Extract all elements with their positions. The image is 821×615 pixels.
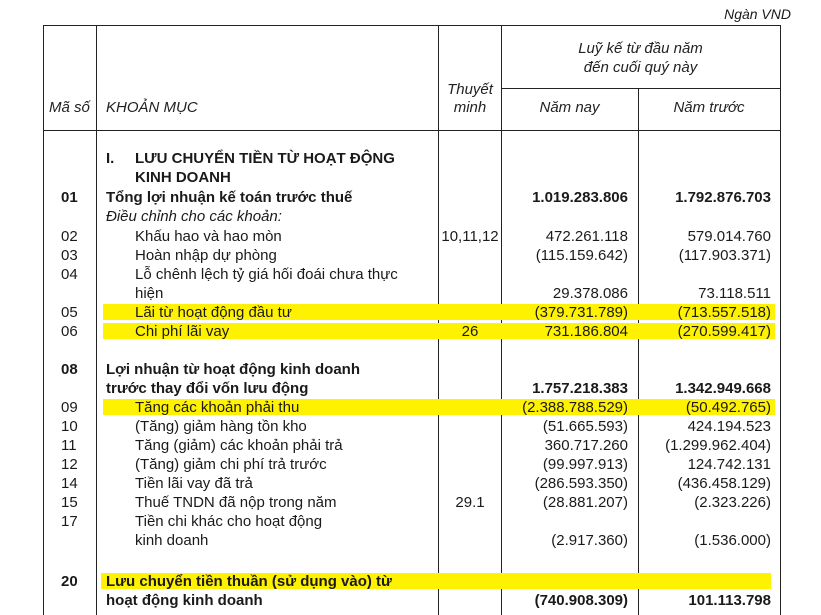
row-15-note: 29.1 [455, 494, 485, 511]
col-rule-right [780, 25, 781, 615]
row-06-label: Chi phí lãi vay [135, 323, 230, 340]
col-rule-left [43, 25, 44, 615]
row-01-current: 1.019.283.806 [532, 189, 628, 206]
row-20-current: (740.908.309) [534, 592, 628, 609]
row-09-code: 09 [61, 399, 78, 416]
header-period-line1: Luỹ kế từ đầu năm [578, 40, 703, 57]
row-14-current: (286.593.350) [534, 475, 628, 492]
row-06-current: 731.186.804 [544, 323, 628, 340]
row-05-current: (379.731.789) [534, 304, 628, 321]
row-08-label-line1: Lợi nhuận từ hoạt động kinh doanh [106, 361, 360, 378]
header-khoan-muc: KHOẢN MỤC [106, 99, 198, 116]
row-11-prior: (1.299.962.404) [665, 437, 771, 454]
row-06-prior: (270.599.417) [677, 323, 771, 340]
row-02-note: 10,11,12 [441, 228, 499, 245]
row-15-current: (28.881.207) [542, 494, 628, 511]
row-15-prior: (2.323.226) [694, 494, 771, 511]
header-current-year: Năm nay [539, 99, 600, 116]
row-12-current: (99.997.913) [542, 456, 628, 473]
row-17-code: 17 [61, 513, 78, 530]
row-01-code: 01 [61, 189, 78, 206]
row-15-code: 15 [61, 494, 78, 511]
row-09-current: (2.388.788.529) [522, 399, 628, 416]
row-20-label-line1: Lưu chuyển tiền thuần (sử dụng vào) từ [106, 573, 392, 590]
row-03-label: Hoàn nhập dự phòng [135, 247, 277, 264]
row-04-label-line2: hiện [135, 285, 164, 302]
row-02-label: Khấu hao và hao mòn [135, 228, 282, 245]
row-11-current: 360.717.260 [544, 437, 628, 454]
row-06-code: 06 [61, 323, 78, 340]
row-11-code: 11 [61, 437, 77, 454]
row-06-note: 26 [461, 323, 479, 340]
header-prior-year: Năm trước [673, 99, 745, 116]
row-20-code: 20 [61, 573, 78, 590]
row-01-prior: 1.792.876.703 [675, 189, 771, 206]
row-05-label: Lãi từ hoạt động đầu tư [135, 304, 292, 321]
row-14-label: Tiền lãi vay đã trả [135, 475, 253, 492]
header-bottom-rule [43, 130, 780, 131]
row-08-label-line2: trước thay đổi vốn lưu động [106, 380, 309, 397]
row-08-code: 08 [61, 361, 78, 378]
currency-unit: Ngàn VND [724, 6, 791, 22]
section-title-line2: KINH DOANH [135, 169, 231, 186]
row-04-prior: 73.118.511 [698, 285, 771, 302]
row-17-current: (2.917.360) [551, 532, 628, 549]
row-01-label: Tổng lợi nhuận kế toán trước thuế [106, 189, 353, 206]
row-10-label: (Tăng) giảm hàng tồn kho [135, 418, 307, 435]
section-title-line1: LƯU CHUYỂN TIỀN TỪ HOẠT ĐỘNG [135, 150, 395, 167]
col-rule-code [96, 25, 97, 615]
row-14-prior: (436.458.129) [677, 475, 771, 492]
row-04-current: 29.378.086 [552, 285, 628, 302]
row-03-current: (115.159.642) [535, 247, 628, 264]
period-split-rule [501, 88, 780, 89]
row-20-label-line2: hoạt động kinh doanh [106, 592, 263, 609]
row-03-prior: (117.903.371) [678, 247, 771, 264]
row-05-prior: (713.557.518) [677, 304, 771, 321]
row-17-prior: (1.536.000) [694, 532, 771, 549]
header-minh: minh [453, 99, 487, 116]
row-10-prior: 424.194.523 [687, 418, 771, 435]
row-04-label-line1: Lỗ chênh lệch tỷ giá hối đoái chưa thực [135, 266, 398, 283]
adjustments-label: Điều chỉnh cho các khoản: [106, 208, 282, 225]
row-20-prior: 101.113.798 [688, 592, 771, 609]
row-10-code: 10 [61, 418, 78, 435]
row-02-code: 02 [61, 228, 78, 245]
table-top-rule [43, 25, 780, 26]
row-02-prior: 579.014.760 [687, 228, 771, 245]
row-12-label: (Tăng) giảm chi phí trả trước [135, 456, 327, 473]
row-11-label: Tăng (giảm) các khoản phải trả [135, 437, 343, 454]
row-08-current: 1.757.218.383 [532, 380, 628, 397]
row-05-code: 05 [61, 304, 78, 321]
header-thuyet: Thuyết [447, 81, 493, 98]
row-17-label-line1: Tiền chi khác cho hoạt động [135, 513, 323, 530]
row-09-prior: (50.492.765) [685, 399, 771, 416]
row-12-prior: 124.742.131 [687, 456, 771, 473]
row-08-prior: 1.342.949.668 [675, 380, 771, 397]
row-17-label-line2: kinh doanh [135, 532, 209, 549]
header-period-line2: đến cuối quý này [583, 59, 698, 76]
col-rule-values [638, 88, 639, 615]
row-14-code: 14 [61, 475, 78, 492]
section-number: I. [106, 150, 115, 167]
row-15-label: Thuế TNDN đã nộp trong năm [135, 494, 337, 511]
row-10-current: (51.665.593) [542, 418, 628, 435]
header-ma-so: Mã số [49, 99, 90, 116]
row-02-current: 472.261.118 [545, 228, 628, 245]
row-12-code: 12 [61, 456, 78, 473]
row-04-code: 04 [61, 266, 78, 283]
row-03-code: 03 [61, 247, 78, 264]
row-09-label: Tăng các khoản phải thu [135, 399, 300, 416]
